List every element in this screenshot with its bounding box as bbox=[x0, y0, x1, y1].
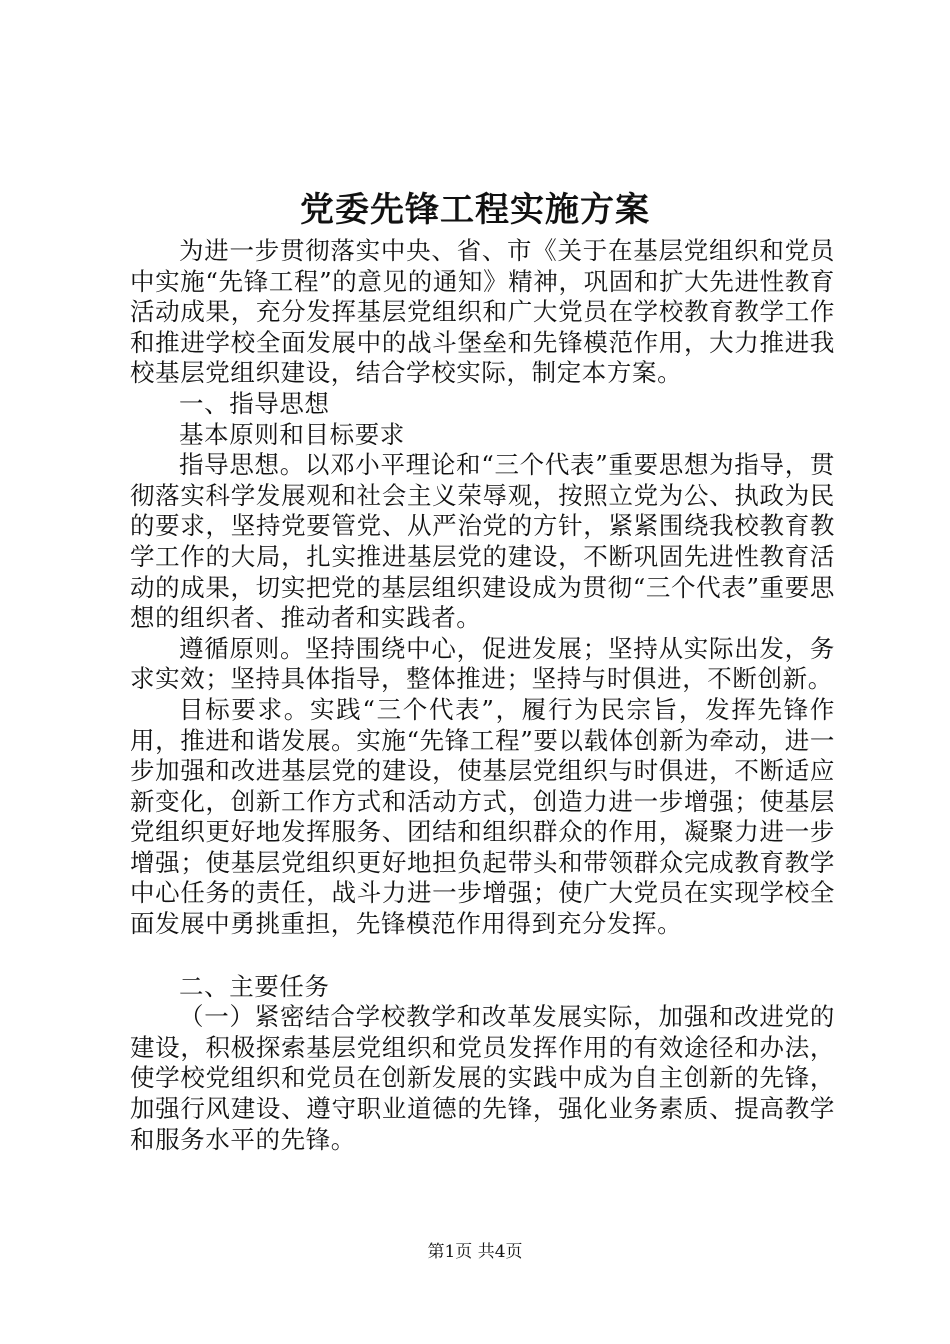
section-heading-main-tasks: 二、主要任务 bbox=[179, 971, 330, 1001]
document-body bbox=[130, 236, 835, 1155]
paragraph-task-one: （一）紧密结合学校教学和改革发展实际，加强和改进党的建设，积极探索基层党组织和党员发挥作用的有效途径和办法，使学校党组织和党员在创新发展的实践中成为自主创新的先锋，加强行风建设、遵守职业道德的先锋，强化业务素质、提高教学和服务水平的先锋。 bbox=[130, 1002, 835, 1154]
intro-paragraph: 为进一步贯彻落实中央、省、市《关于在基层党组织和党员中实施“先锋工程”的意见的通知》精神，巩固和扩大先进性教育活动成果，充分发挥基层党组织和广大党员在学校教育教学工作和推进学校全面发展中的战斗堡垒和先锋模范作用，大力推进我校基层党组织建设，结合学校实际，制定本方案。 bbox=[130, 236, 835, 388]
paragraph-principles: 遵循原则。坚持围绕中心，促进发展；坚持从实际出发，务求实效；坚持具体指导，整体推进；坚持与时俱进，不断创新。 bbox=[130, 633, 835, 694]
paragraph-goals: 目标要求。实践“三个代表”，履行为民宗旨，发挥先锋作用，推进和谐发展。实施“先锋工程”要以载体创新为牵动，进一步加强和改进基层党的建设，使基层党组织与时俱进，不断适应新变化，创新工作方式和活动方式，创造力进一步增强；使基层党组织更好地发挥服务、团结和组织群众的作用，凝聚力进一步增强；使基层党组织更好地担负起带头和带领群众完成教育教学中心任务的责任，战斗力进一步增强；使广大党员在实现学校全面发展中勇挑重担，先锋模范作用得到充分发挥。 bbox=[130, 694, 835, 939]
subheading-principles-goals: 基本原则和目标要求 bbox=[179, 419, 405, 449]
document-title: 党委先锋工程实施方案 bbox=[300, 190, 650, 230]
page-footer: 第1页 共4页 bbox=[427, 1242, 523, 1262]
section-heading-guiding-thought: 一、指导思想 bbox=[179, 388, 330, 418]
paragraph-guiding-thought: 指导思想。以邓小平理论和“三个代表”重要思想为指导，贯彻落实科学发展观和社会主义荣辱观，按照立党为公、执政为民的要求，坚持党要管党、从严治党的方针，紧紧围绕我校教育教学工作的大局，扎实推进基层党的建设，不断巩固先进性教育活动的成果，切实把党的基层组织建设成为贯彻“三个代表”重要思想的组织者、推动者和实践者。 bbox=[130, 450, 835, 633]
